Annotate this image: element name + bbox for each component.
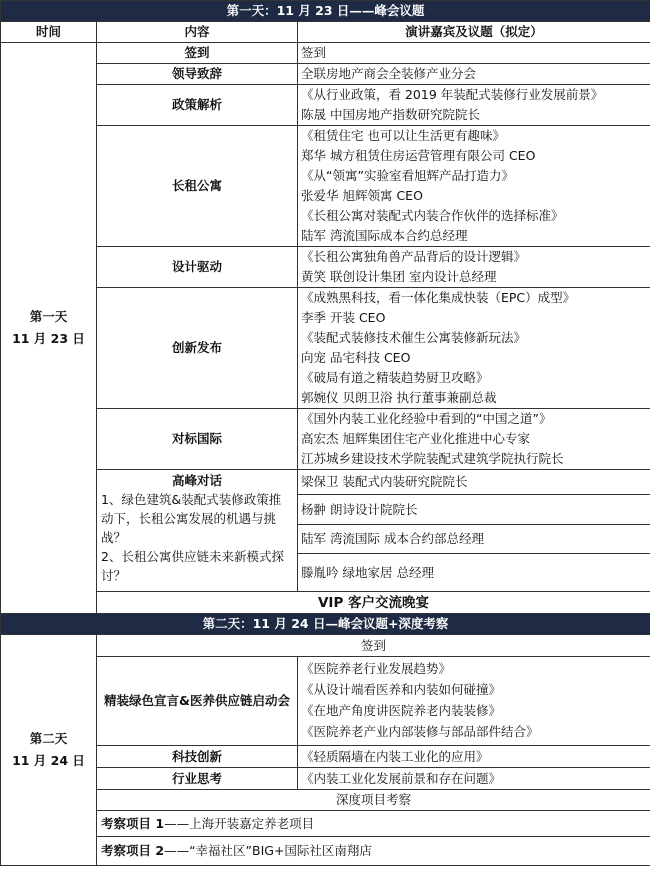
speech-line: 郭婉仪 贝朗卫浴 执行董事兼副总裁 bbox=[301, 390, 497, 405]
speech-signin: 签到 bbox=[298, 43, 650, 64]
topic-signin: 签到 bbox=[97, 43, 298, 64]
speech-line: 向宠 品宅科技 CEO bbox=[301, 350, 411, 365]
topic-industry: 行业思考 bbox=[97, 768, 298, 790]
dialogue-question: 2、长租公寓供应链未来新模式探讨？ bbox=[101, 549, 284, 583]
day2-signin: 签到 bbox=[97, 635, 650, 657]
tour-text: ——上海开装嘉定养老项目 bbox=[164, 815, 315, 831]
header-time: 时间 bbox=[1, 22, 97, 43]
speech-line: 《从设计端看医养和内装如何碰撞》 bbox=[301, 682, 502, 697]
topic-green: 精装绿色宣言&医养供应链启动会 bbox=[97, 657, 298, 746]
speech-line: 李季 开装 CEO bbox=[301, 310, 386, 325]
topic-innovation: 创新发布 bbox=[97, 288, 298, 409]
speech-line: 《长租公寓对装配式内装合作伙伴的选择标准》 bbox=[301, 208, 564, 223]
speech-line: 《医院养老产业内部装修与部品部件结合》 bbox=[301, 724, 539, 739]
day1-time-cell bbox=[1, 43, 97, 614]
day1-row-apartment bbox=[1, 126, 650, 247]
day2-row-tour-header bbox=[1, 790, 650, 811]
speech-tech: 《轻质隔墙在内装工业化的应用》 bbox=[298, 746, 650, 768]
header-content: 内容 bbox=[97, 22, 298, 43]
speech-line: 黄笑 联创设计集团 室内设计总经理 bbox=[301, 269, 497, 284]
day1-row-leader bbox=[1, 64, 650, 85]
tour-item-2 bbox=[97, 837, 650, 866]
speech-line: 《租赁住宅 也可以让生活更有趣味》 bbox=[301, 128, 505, 143]
tour-item-1 bbox=[97, 811, 650, 837]
speech-industry: 《内装工业化发展前景和存在问题》 bbox=[298, 768, 650, 790]
speech-design bbox=[298, 247, 650, 288]
day1-row-international bbox=[1, 409, 650, 470]
topic-design: 设计驱动 bbox=[97, 247, 298, 288]
tour-label: 考察项目 1 bbox=[101, 815, 165, 831]
speech-line: 高宏杰 旭辉集团住宅产业化推进中心专家 bbox=[301, 431, 530, 446]
day2-row-signin bbox=[1, 635, 650, 657]
day2-time-cell bbox=[1, 635, 97, 866]
speech-line: 《在地产角度讲医院养老内装装修》 bbox=[301, 703, 502, 718]
speech-line: 《成熟黑科技，看一体化集成快装（EPC）成型》 bbox=[301, 290, 576, 305]
speech-line: 《从行业政策，看 2019 年装配式装修行业发展前景》 bbox=[301, 87, 604, 102]
speech-green bbox=[298, 657, 650, 746]
day2-row-tour1 bbox=[1, 811, 650, 837]
speech-line: 《医院养老行业发展趋势》 bbox=[301, 661, 452, 676]
dialogue-question: 1、绿色建筑&装配式装修政策推动下，长租公寓发展的机遇与挑战？ bbox=[101, 492, 282, 545]
topic-policy: 政策解析 bbox=[97, 85, 298, 126]
speech-line: 《破局有道之精装趋势厨卫攻略》 bbox=[301, 370, 489, 385]
topic-international: 对标国际 bbox=[97, 409, 298, 470]
speech-apartment bbox=[298, 126, 650, 247]
day1-row-design bbox=[1, 247, 650, 288]
topic-leader: 领导致辞 bbox=[97, 64, 298, 85]
header-speech: 演讲嘉宾及议题（拟定） bbox=[298, 22, 650, 43]
speech-line: 陈晟 中国房地产指数研究院院长 bbox=[301, 107, 480, 122]
speech-line: 《装配式装修技术催生公寓装修新玩法》 bbox=[301, 330, 527, 345]
day1-label: 第一天 bbox=[29, 309, 68, 324]
speech-line: 《国外内装工业化经验中看到的“中国之道”》 bbox=[301, 411, 552, 426]
tour-text: ——“幸福社区”BIG+国际社区南翔店 bbox=[164, 843, 372, 858]
day2-row-green bbox=[1, 657, 650, 746]
day1-row-vip bbox=[1, 592, 650, 614]
topic-tech: 科技创新 bbox=[97, 746, 298, 768]
tour-header: 深度项目考察 bbox=[97, 790, 650, 811]
speech-international bbox=[298, 409, 650, 470]
day1-row-policy bbox=[1, 85, 650, 126]
day1-row-signin bbox=[1, 43, 650, 64]
day2-date: 11 月 24 日 bbox=[12, 753, 85, 768]
dialogue-speaker: 梁保卫 装配式内装研究院院长 bbox=[298, 470, 650, 495]
day2-row-tour2 bbox=[1, 837, 650, 866]
dialogue-speaker: 陆军 湾流国际 成本合约部总经理 bbox=[298, 525, 650, 554]
topic-apartment: 长租公寓 bbox=[97, 126, 298, 247]
dialogue-cell bbox=[97, 470, 298, 592]
speech-line: 《从“领寓”实验室看旭辉产品打造力》 bbox=[301, 168, 514, 183]
speech-line: 郑华 城方租赁住房运营管理有限公司 CEO bbox=[301, 148, 536, 163]
day1-row-dialogue bbox=[1, 470, 650, 495]
dialogue-speaker: 滕胤吟 绿地家居 总经理 bbox=[298, 554, 650, 592]
day1-date: 11 月 23 日 bbox=[12, 331, 85, 346]
dialogue-speaker: 杨翀 朗诗设计院院长 bbox=[298, 495, 650, 525]
speech-line: 《长租公寓独角兽产品背后的设计逻辑》 bbox=[301, 249, 527, 264]
day2-banner: 第二天：11 月 24 日—峰会议题+深度考察 bbox=[1, 614, 650, 635]
vip-dinner: VIP 客户交流晚宴 bbox=[97, 592, 650, 614]
speech-leader: 全联房地产商会全装修产业分会 bbox=[298, 64, 650, 85]
day2-label: 第二天 bbox=[29, 731, 68, 746]
tour-label: 考察项目 2 bbox=[101, 843, 165, 858]
speech-line: 江苏城乡建设技术学院装配式建筑学院执行院长 bbox=[301, 451, 564, 466]
speech-innovation bbox=[298, 288, 650, 409]
speech-line: 张爱华 旭辉领寓 CEO bbox=[301, 188, 423, 203]
speech-line: 陆军 湾流国际成本合约总经理 bbox=[301, 228, 468, 243]
speech-policy bbox=[298, 85, 650, 126]
day1-row-innovation bbox=[1, 288, 650, 409]
day2-row-tech bbox=[1, 746, 650, 768]
dialogue-title: 高峰对话 bbox=[171, 473, 222, 488]
day1-banner: 第一天：11 月 23 日——峰会议题 bbox=[1, 1, 650, 22]
day2-row-industry bbox=[1, 768, 650, 790]
